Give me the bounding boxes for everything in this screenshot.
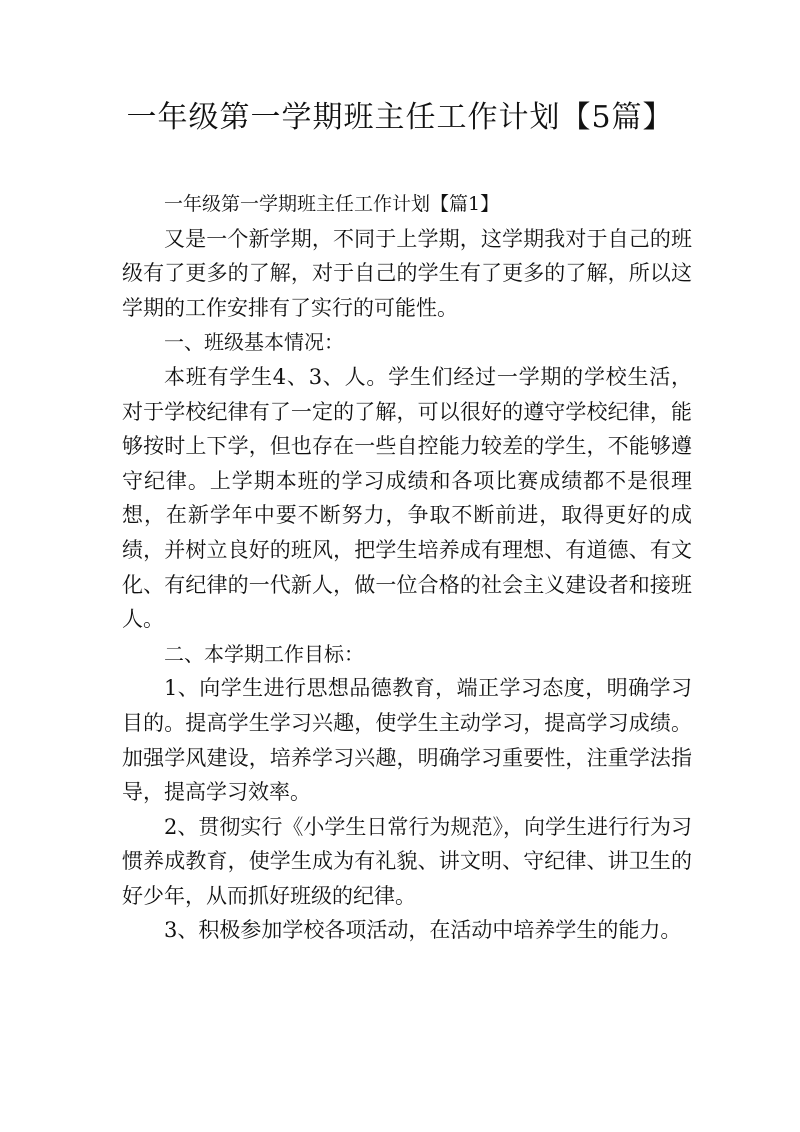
subheading-class-situation: 一、班级基本情况：: [164, 330, 344, 355]
paragraph-goal-3: 3、积极参加学校各项活动，在活动中培养学生的能力。: [164, 918, 682, 943]
document-title: 一年级第一学期班主任工作计划【5篇】: [126, 100, 674, 135]
paragraph-intro: 又是一个新学期，不同于上学期，这学期我对于自己的班级有了更多的了解，对于自己的学生有了更多的了解，所以这学期的工作安排有了实行的可能性。: [122, 226, 692, 320]
subheading-work-goals: 二、本学期工作目标：: [164, 641, 364, 666]
paragraph-goal-1: 1、向学生进行思想品德教育，端正学习态度，明确学习目的。提高学生学习兴趣，使学生主动学习，提高学习成绩。加强学风建设，培养学习兴趣，明确学习重要性，注重学法指导，提高学习效率。: [122, 676, 692, 805]
paragraph-goal-2: 2、贯彻实行《小学生日常行为规范》，向学生进行行为习惯养成教育，使学生成为有礼貌、讲文明、守纪律、讲卫生的好少年，从而抓好班级的纪律。: [122, 814, 692, 908]
paragraph-class-situation: 本班有学生4、3、人。学生们经过一学期的学校生活，对于学校纪律有了一定的了解，可以很好的遵守学校纪律，能够按时上下学，但也存在一些自控能力较差的学生，不能够遵守纪律。上学期本班的学习成绩和各项比赛成绩都不是很理想，在新学年中要不断努力，争取不断前进，取得更好的成绩，并树立良好的班风，把学生培养成有理想、有道德、有文化、有纪律的一代新人，做一位合格的社会主义建设者和接班人。: [122, 364, 692, 632]
document-body: [122, 187, 692, 948]
section-heading: 一年级第一学期班主任工作计划【篇1】: [164, 193, 500, 215]
